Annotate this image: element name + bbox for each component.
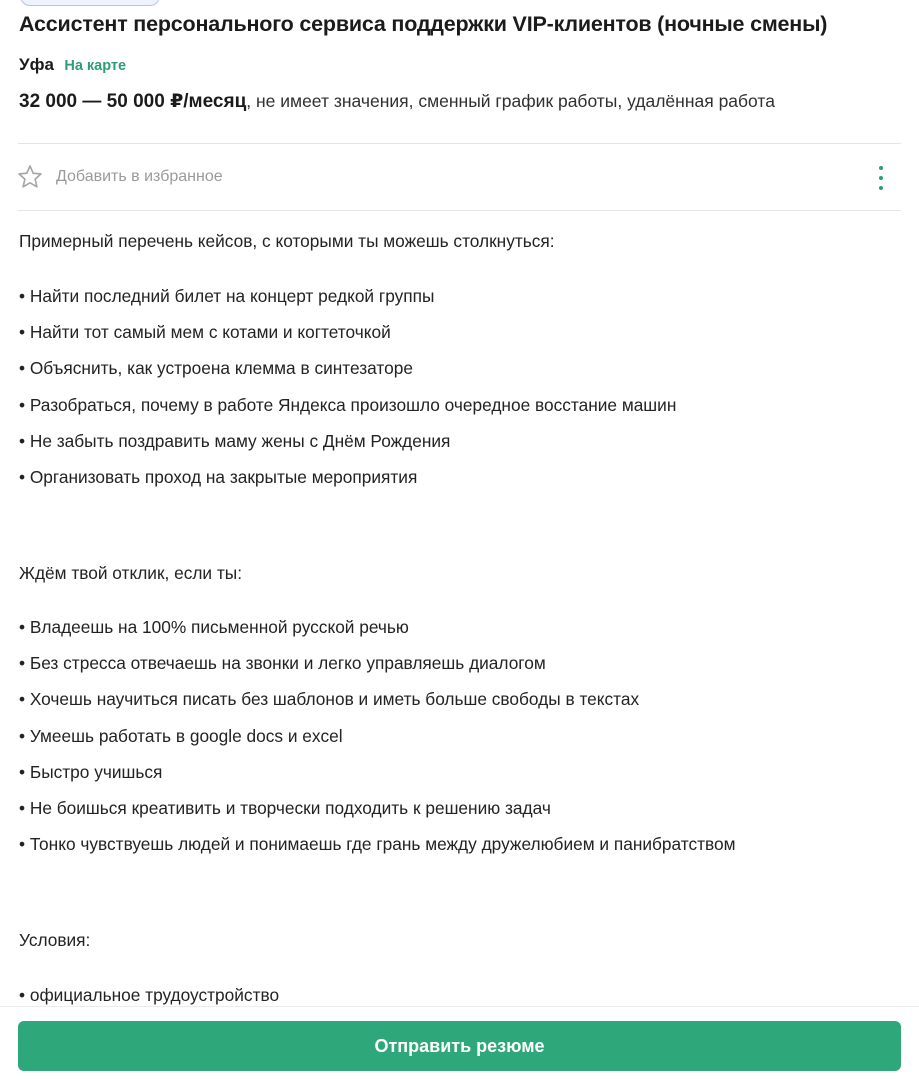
star-outline-icon	[17, 164, 43, 189]
city-label: Уфа	[19, 55, 54, 74]
list-item: • Организовать проход на закрытые мероприятия	[19, 467, 418, 487]
divider-top	[18, 143, 901, 144]
top-badge	[20, 0, 160, 6]
add-to-favorites-label: Добавить в избранное	[56, 167, 223, 185]
sticky-footer	[0, 1006, 919, 1080]
list-item: • Умеешь работать в google docs и excel	[19, 726, 343, 746]
map-link[interactable]: На карте	[64, 58, 127, 74]
list-item: • Владеешь на 100% письменной русской речью	[19, 617, 409, 637]
list-item: • Найти последний билет на концерт редкой группы	[19, 286, 435, 306]
list-item: • Без стресса отвечаешь на звонки и легко управляешь диалогом	[19, 653, 546, 673]
employment-summary: , не имеет значения, сменный график работы, удалённая работа	[246, 91, 775, 111]
list-item: • Не забыть поздравить маму жены с Днём Рождения	[19, 431, 451, 451]
list-item: • Найти тот самый мем с котами и когтеточкой	[19, 322, 391, 342]
add-to-favorites-button[interactable]	[17, 164, 223, 189]
cases-heading: Примерный перечень кейсов, с которыми ты можешь столкнуться:	[19, 231, 555, 251]
more-options-button[interactable]	[871, 166, 891, 190]
list-item: • Тонко чувствуешь людей и понимаешь где грань между дружелюбием и панибратством	[19, 834, 736, 854]
vertical-dots-icon	[879, 166, 883, 170]
list-item: • Хочешь научиться писать без шаблонов и иметь больше свободы в текстах	[19, 689, 640, 709]
send-resume-button[interactable]: Отправить резюме	[18, 1021, 901, 1071]
list-item: • Быстро учишься	[19, 762, 163, 782]
divider-bottom	[18, 210, 901, 211]
salary-range: 32 000 — 50 000 ₽/месяц	[19, 91, 247, 112]
conditions-heading: Условия:	[19, 930, 91, 950]
location-row	[19, 55, 126, 75]
list-item: • Разобраться, почему в работе Яндекса произошло очередное восстание машин	[19, 395, 677, 415]
salary-line	[19, 90, 775, 113]
requirements-heading: Ждём твой отклик, если ты:	[19, 563, 243, 583]
list-item: • Не боишься креативить и творчески подходить к решению задач	[19, 798, 551, 818]
list-item: • Объяснить, как устроена клемма в синтезаторе	[19, 358, 413, 378]
list-item: • официальное трудоустройство	[19, 985, 280, 1005]
vacancy-title: Ассистент персонального сервиса поддержки VIP-клиентов (ночные смены)	[19, 12, 828, 36]
